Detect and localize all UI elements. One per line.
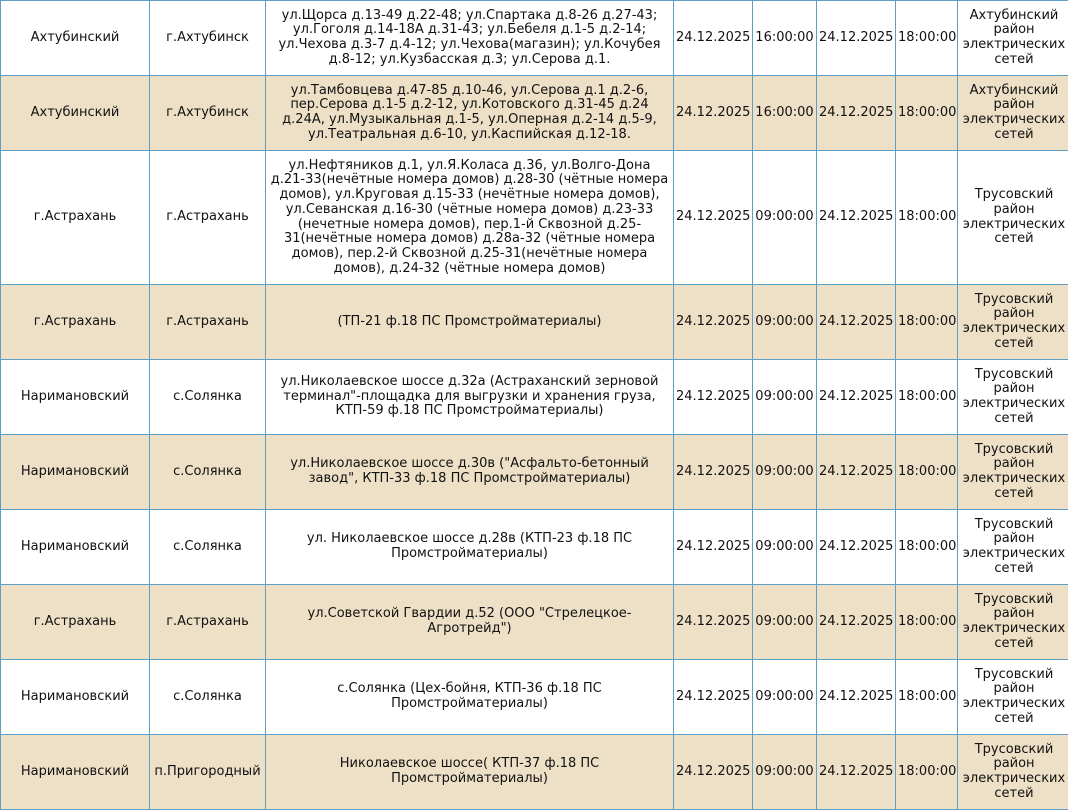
end-time-cell: 18:00:00 xyxy=(896,360,958,435)
organization-cell: Трусовский район электрических сетей xyxy=(958,151,1068,285)
settlement-cell: г.Ахтубинск xyxy=(150,76,266,151)
district-cell: Наримановский xyxy=(1,510,150,585)
table-row xyxy=(1,285,1068,360)
start-date-cell: 24.12.2025 xyxy=(674,285,753,360)
organization-cell: Трусовский район электрических сетей xyxy=(958,360,1068,435)
district-cell: Ахтубинский xyxy=(1,1,150,76)
organization-cell: Трусовский район электрических сетей xyxy=(958,285,1068,360)
end-time-cell: 18:00:00 xyxy=(896,285,958,360)
district-cell: г.Астрахань xyxy=(1,285,150,360)
end-date-cell: 24.12.2025 xyxy=(817,151,896,285)
address-cell: Николаевское шоссе( КТП-37 ф.18 ПС Промстройматериалы) xyxy=(266,735,674,810)
table-row xyxy=(1,76,1068,151)
settlement-cell: с.Солянка xyxy=(150,435,266,510)
start-date-cell: 24.12.2025 xyxy=(674,735,753,810)
end-date-cell: 24.12.2025 xyxy=(817,660,896,735)
address-cell: ул.Тамбовцева д.47-85 д.10-46, ул.Серова д.1 д.2-6, пер.Серова д.1-5 д.2-12, ул.Котовского д.31-45 д.24 д.24А, ул.Музыкальная д.1-5, ул.Оперная д.2-14 д.5-9, ул.Театральная д.6-10, ул.Каспийская д.12-18. xyxy=(266,76,674,151)
settlement-cell: с.Солянка xyxy=(150,660,266,735)
district-cell: Наримановский xyxy=(1,360,150,435)
end-time-cell: 18:00:00 xyxy=(896,151,958,285)
end-date-cell: 24.12.2025 xyxy=(817,435,896,510)
end-time-cell: 18:00:00 xyxy=(896,510,958,585)
end-date-cell: 24.12.2025 xyxy=(817,76,896,151)
table-row xyxy=(1,660,1068,735)
end-time-cell: 18:00:00 xyxy=(896,435,958,510)
end-time-cell: 18:00:00 xyxy=(896,76,958,151)
start-date-cell: 24.12.2025 xyxy=(674,660,753,735)
end-time-cell: 18:00:00 xyxy=(896,660,958,735)
end-date-cell: 24.12.2025 xyxy=(817,735,896,810)
start-time-cell: 16:00:00 xyxy=(753,1,817,76)
organization-cell: Трусовский район электрических сетей xyxy=(958,735,1068,810)
settlement-cell: п.Пригородный xyxy=(150,735,266,810)
start-time-cell: 16:00:00 xyxy=(753,76,817,151)
address-cell: ул.Николаевское шоссе д.30в ("Асфальто-бетонный завод", КТП-33 ф.18 ПС Промстройматериалы) xyxy=(266,435,674,510)
table-row xyxy=(1,435,1068,510)
start-time-cell: 09:00:00 xyxy=(753,285,817,360)
end-time-cell: 18:00:00 xyxy=(896,735,958,810)
table-row xyxy=(1,510,1068,585)
address-cell: ул.Советской Гвардии д.52 (ООО "Стрелецкое-Агротрейд") xyxy=(266,585,674,660)
start-date-cell: 24.12.2025 xyxy=(674,151,753,285)
start-date-cell: 24.12.2025 xyxy=(674,76,753,151)
start-time-cell: 09:00:00 xyxy=(753,151,817,285)
organization-cell: Трусовский район электрических сетей xyxy=(958,660,1068,735)
table-row xyxy=(1,151,1068,285)
organization-cell: Трусовский район электрических сетей xyxy=(958,585,1068,660)
district-cell: Наримановский xyxy=(1,435,150,510)
start-date-cell: 24.12.2025 xyxy=(674,360,753,435)
organization-cell: Трусовский район электрических сетей xyxy=(958,435,1068,510)
start-time-cell: 09:00:00 xyxy=(753,510,817,585)
organization-cell: Ахтубинский район электрических сетей xyxy=(958,76,1068,151)
start-time-cell: 09:00:00 xyxy=(753,585,817,660)
address-cell: с.Солянка (Цех-бойня, КТП-36 ф.18 ПС Промстройматериалы) xyxy=(266,660,674,735)
address-cell: ул. Николаевское шоссе д.28в (КТП-23 ф.18 ПС Промстройматериалы) xyxy=(266,510,674,585)
table-body xyxy=(1,1,1068,810)
table-row xyxy=(1,735,1068,810)
end-date-cell: 24.12.2025 xyxy=(817,360,896,435)
start-time-cell: 09:00:00 xyxy=(753,735,817,810)
organization-cell: Трусовский район электрических сетей xyxy=(958,510,1068,585)
district-cell: Наримановский xyxy=(1,660,150,735)
end-date-cell: 24.12.2025 xyxy=(817,285,896,360)
district-cell: г.Астрахань xyxy=(1,151,150,285)
settlement-cell: г.Астрахань xyxy=(150,285,266,360)
start-date-cell: 24.12.2025 xyxy=(674,435,753,510)
start-time-cell: 09:00:00 xyxy=(753,660,817,735)
organization-cell: Ахтубинский район электрических сетей xyxy=(958,1,1068,76)
address-cell: ул.Николаевское шоссе д.32а (Астраханский зерновой терминал"-площадка для выгрузки и хранения груза, КТП-59 ф.18 ПС Промстройматериалы) xyxy=(266,360,674,435)
district-cell: Наримановский xyxy=(1,735,150,810)
end-date-cell: 24.12.2025 xyxy=(817,510,896,585)
end-time-cell: 18:00:00 xyxy=(896,1,958,76)
district-cell: г.Астрахань xyxy=(1,585,150,660)
end-time-cell: 18:00:00 xyxy=(896,585,958,660)
table-row xyxy=(1,1,1068,76)
end-date-cell: 24.12.2025 xyxy=(817,1,896,76)
start-date-cell: 24.12.2025 xyxy=(674,510,753,585)
start-date-cell: 24.12.2025 xyxy=(674,585,753,660)
settlement-cell: с.Солянка xyxy=(150,510,266,585)
table-row xyxy=(1,585,1068,660)
start-time-cell: 09:00:00 xyxy=(753,360,817,435)
settlement-cell: с.Солянка xyxy=(150,360,266,435)
address-cell: ул.Щорса д.13-49 д.22-48; ул.Спартака д.8-26 д.27-43; ул.Гоголя д.14-18А д.31-43; ул.Бебеля д.1-5 д.2-14; ул.Чехова д.3-7 д.4-12; ул.Чехова(магазин); ул.Кочубея д.8-12; ул.Кузбасская д.3; ул.Серова д.1. xyxy=(266,1,674,76)
settlement-cell: г.Астрахань xyxy=(150,585,266,660)
district-cell: Ахтубинский xyxy=(1,76,150,151)
settlement-cell: г.Астрахань xyxy=(150,151,266,285)
address-cell: ул.Нефтяников д.1, ул.Я.Колаcа д.36, ул.Волго-Дона д.21-33(нечётные номера домов) д.28-30 (чётные номера домов), ул.Круговая д.15-33 (нечётные номера домов), ул.Севанская д.16-30 (чётные номера домов) д.23-33 (нечетные номера домов), пер.1-й Сквозной д.25-31(нечётные номера домов) д.28а-32 (чётные номера домов), пер.2-й Сквозной д.25-31(нечётные номера домов), д.24-32 (чётные номера домов) xyxy=(266,151,674,285)
table-row xyxy=(1,360,1068,435)
start-time-cell: 09:00:00 xyxy=(753,435,817,510)
settlement-cell: г.Ахтубинск xyxy=(150,1,266,76)
end-date-cell: 24.12.2025 xyxy=(817,585,896,660)
address-cell: (ТП-21 ф.18 ПС Промстройматериалы) xyxy=(266,285,674,360)
start-date-cell: 24.12.2025 xyxy=(674,1,753,76)
